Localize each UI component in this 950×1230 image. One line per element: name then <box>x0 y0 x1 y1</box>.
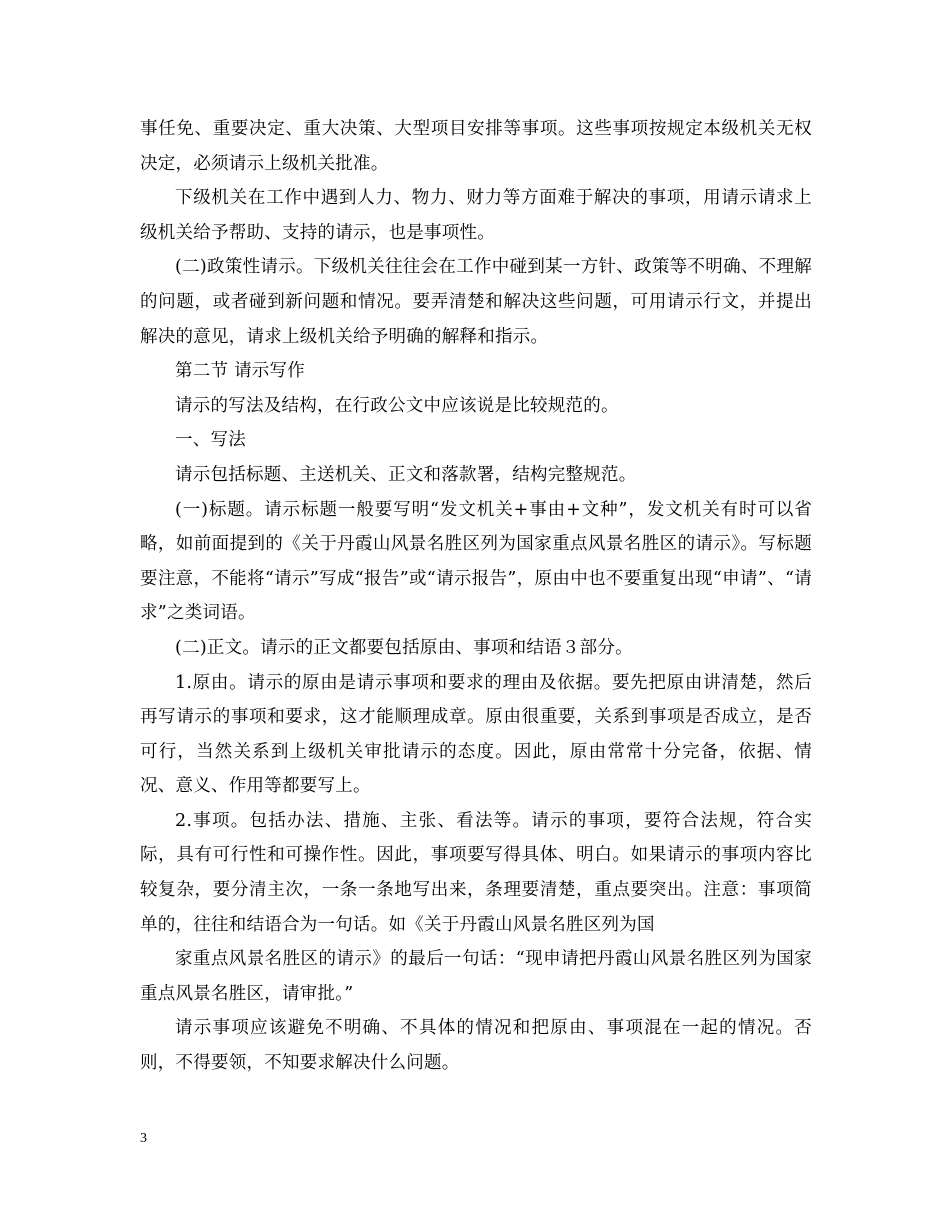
page-number: 3 <box>140 1131 147 1146</box>
paragraph: 1.原由。请示的原由是请示事项和要求的理由及依据。要先把原由讲清楚，然后再写请示的事项和要求，这才能顺理成章。原由很重要，关系到事项是否成立，是否可行，当然关系到上级机关审批请示的态度。因此，原由常常十分完备，依据、情况、意义、作用等都要写上。 <box>140 672 812 797</box>
paragraph: 家重点风景名胜区的请示》的最后一句话：“现申请把丹霞山风景名胜区列为国家重点风景名胜区，请审批。” <box>140 949 812 1004</box>
section-heading: 第二节 请示写作 <box>175 361 306 382</box>
paragraph: (二)正文。请示的正文都要包括原由、事项和结语３部分。 <box>175 637 633 658</box>
paragraph: 请示包括标题、主送机关、正文和落款署，结构完整规范。 <box>175 464 637 485</box>
paragraph: (二)政策性请示。下级机关往往会在工作中碰到某一方针、政策等不明确、不理解的问题，或者碰到新问题和情况。要弄清楚和解决这些问题，可用请示行文，并提出解决的意见，请求上级机关给予明确的解释和指示。 <box>140 257 812 347</box>
paragraph: 请示事项应该避免不明确、不具体的情况和把原由、事项混在一起的情况。否则，不得要领，不知要求解决什么问题。 <box>140 1018 812 1074</box>
paragraph: 请示的写法及结构，在行政公文中应该说是比较规范的。 <box>175 395 619 416</box>
paragraph: (一)标题。请示标题一般要写明“发文机关+事由+文种”，发文机关有时可以省略，如前面提到的《关于丹霞山风景名胜区列为国家重点风景名胜区的请示》。写标题要注意，不能将“请示”写成“报告”或“请示报告”，原由中也不要重复出现“申请”、“请求”之类词语。 <box>140 499 812 624</box>
paragraph: 事任免、重要决定、重大决策、大型项目安排等事项。这些事项按规定本级机关无权决定，必须请示上级机关批准。 <box>140 119 812 174</box>
paragraph: 下级机关在工作中遇到人力、物力、财力等方面难于解决的事项，用请示请求上级机关给予帮助、支持的请示，也是事项性。 <box>140 188 812 243</box>
paragraph: 2.事项。包括办法、措施、主张、看法等。请示的事项，要符合法规，符合实际，具有可行性和可操作性。因此，事项要写得具体、明白。如果请示的事项内容比较复杂，要分清主次，一条一条地写出来，条理要清楚，重点要突出。注意：事项简单的，往往和结语合为一句话。如《关于丹霞山风景名胜区列为国 <box>140 810 812 935</box>
document-body <box>140 112 812 1081</box>
subsection-heading: 一、写法 <box>175 430 246 451</box>
